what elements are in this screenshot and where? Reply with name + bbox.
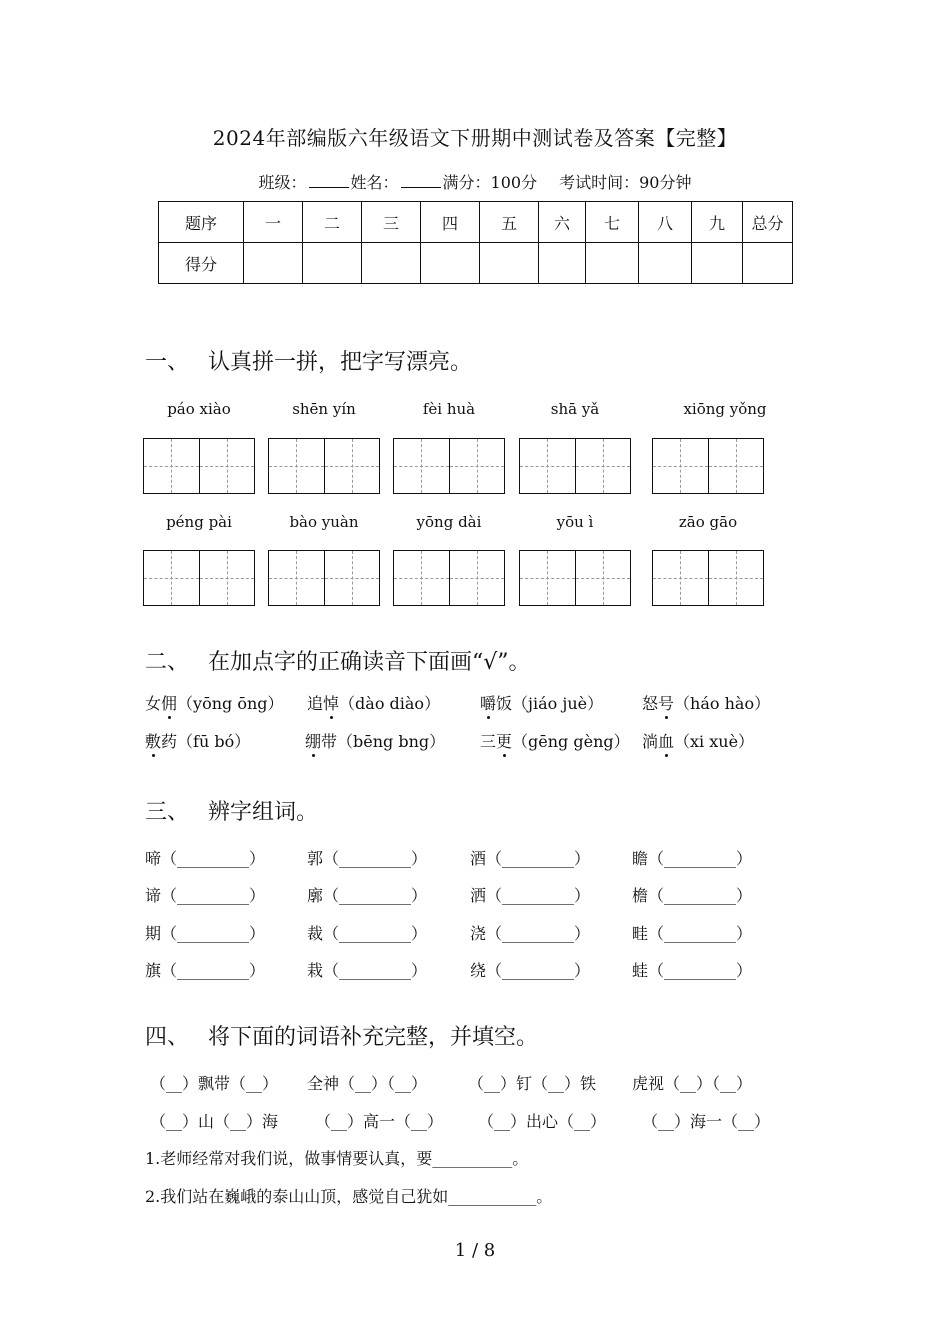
idiom-item[interactable]: （__）山（__）海 — [150, 1112, 279, 1131]
score-table — [158, 201, 793, 284]
word-character: 啼 — [145, 849, 162, 868]
writing-grid[interactable] — [519, 438, 631, 494]
exam-time: 考试时间：90分钟 — [559, 173, 692, 192]
word-character: 洒 — [470, 886, 487, 905]
score-header-cell: 总分 — [743, 202, 793, 243]
idiom-item[interactable]: （__）出心（__） — [478, 1112, 607, 1131]
pinyin-label: bào yuàn — [289, 513, 359, 531]
word-character: 绕 — [470, 961, 487, 980]
score-cell[interactable] — [303, 243, 362, 284]
word-character: 旗 — [145, 961, 162, 980]
pinyin-label: yōng dài — [416, 513, 482, 531]
score-header-cell: 九 — [692, 202, 743, 243]
reading-item[interactable]: 淌血（xi xuè） — [642, 732, 755, 751]
word-blank[interactable]: （_________） — [161, 849, 266, 868]
reading-item[interactable]: 追悼（dào diào） — [307, 694, 441, 713]
score-header-cell: 三 — [362, 202, 421, 243]
word-blank[interactable]: （_________） — [648, 924, 753, 943]
word-character: 廓 — [307, 886, 324, 905]
pinyin-label: páo xiào — [167, 400, 231, 418]
idiom-item[interactable]: （__）钉（__）铁 — [468, 1074, 597, 1093]
writing-grid[interactable] — [652, 550, 764, 606]
pinyin-label: péng pài — [166, 513, 232, 531]
word-group-item[interactable] — [470, 846, 590, 869]
score-cell[interactable] — [743, 243, 793, 284]
score-header-cell: 四 — [421, 202, 480, 243]
word-group-item[interactable] — [632, 846, 752, 869]
section-4-heading — [145, 1020, 538, 1051]
fill-question-1[interactable]: 1.老师经常对我们说，做事情要认真，要__________。 — [145, 1149, 529, 1168]
word-group-item[interactable] — [307, 921, 427, 944]
word-character: 郭 — [307, 849, 324, 868]
score-header-cell: 二 — [303, 202, 362, 243]
idiom-item[interactable]: 全神（__）（__） — [307, 1074, 428, 1093]
score-header-cell: 一 — [244, 202, 303, 243]
page-title: 2024年部编版六年级语文下册期中测试卷及答案【完整】 — [212, 126, 738, 150]
word-group-item[interactable] — [632, 958, 752, 981]
section-number: 二、 — [145, 650, 190, 675]
word-group-item[interactable] — [470, 883, 590, 906]
score-header-cell: 六 — [539, 202, 586, 243]
word-character: 瞻 — [632, 849, 649, 868]
name-label: 姓名： — [350, 173, 399, 192]
word-character: 期 — [145, 924, 162, 943]
score-cell[interactable] — [421, 243, 480, 284]
pinyin-label: xiōng yǒng — [683, 400, 767, 418]
pinyin-label: fèi huà — [422, 400, 476, 418]
page-number: 1 / 8 — [454, 1240, 496, 1261]
fill-question-2[interactable]: 2.我们站在巍峨的泰山山顶，感觉自己犹如___________。 — [145, 1187, 553, 1206]
word-blank[interactable]: （_________） — [486, 886, 591, 905]
word-group-item[interactable] — [470, 958, 590, 981]
word-group-item[interactable] — [145, 958, 265, 981]
word-blank[interactable]: （_________） — [486, 849, 591, 868]
score-header-cell: 五 — [480, 202, 539, 243]
writing-grid[interactable] — [519, 550, 631, 606]
reading-item[interactable]: 嚼饭（jiáo juè） — [480, 694, 604, 713]
section-title: 在加点字的正确读音下面画“√”。 — [208, 650, 531, 675]
section-1-heading — [145, 345, 472, 376]
score-header-cell: 七 — [586, 202, 639, 243]
writing-grid[interactable] — [143, 438, 255, 494]
pinyin-label: yōu ì — [556, 513, 594, 531]
word-character: 檐 — [632, 886, 649, 905]
writing-grid[interactable] — [393, 550, 505, 606]
word-blank[interactable]: （_________） — [161, 886, 266, 905]
class-label: 班级： — [258, 173, 307, 192]
score-cell[interactable] — [539, 243, 586, 284]
score-table-header-row — [159, 202, 793, 243]
word-character: 裁 — [307, 924, 324, 943]
word-character: 谛 — [145, 886, 162, 905]
writing-grid[interactable] — [143, 550, 255, 606]
pinyin-label: shēn yín — [292, 400, 356, 418]
score-header-cell: 题序 — [159, 202, 244, 243]
word-group-item[interactable] — [632, 921, 752, 944]
name-blank[interactable] — [401, 173, 441, 188]
reading-item[interactable]: 三更（gēng gèng） — [480, 732, 630, 751]
reading-item[interactable]: 敷药（fū bó） — [145, 732, 251, 751]
section-title: 将下面的词语补充完整，并填空。 — [208, 1025, 539, 1050]
word-blank[interactable]: （_________） — [648, 849, 753, 868]
score-cell[interactable] — [586, 243, 639, 284]
score-cell[interactable] — [362, 243, 421, 284]
word-group-item[interactable] — [307, 958, 427, 981]
word-character: 栽 — [307, 961, 324, 980]
pinyin-label: shā yǎ — [550, 400, 600, 418]
full-score: 满分：100分 — [442, 173, 538, 192]
section-2-heading — [145, 645, 531, 676]
section-number: 三、 — [145, 800, 190, 825]
word-blank[interactable]: （_________） — [486, 924, 591, 943]
word-blank[interactable]: （_________） — [323, 961, 428, 980]
word-character: 畦 — [632, 924, 649, 943]
word-group-item[interactable] — [145, 883, 265, 906]
score-header-cell: 八 — [639, 202, 692, 243]
word-blank[interactable]: （_________） — [323, 886, 428, 905]
word-group-item[interactable] — [632, 883, 752, 906]
reading-item[interactable]: 绷带（bēng bng） — [305, 732, 446, 751]
pinyin-label: zāo gāo — [678, 513, 738, 531]
section-number: 四、 — [145, 1025, 190, 1050]
section-number: 一、 — [145, 350, 190, 375]
word-blank[interactable]: （_________） — [648, 961, 753, 980]
word-blank[interactable]: （_________） — [323, 924, 428, 943]
word-character: 蛙 — [632, 961, 649, 980]
section-title: 辨字组词。 — [208, 800, 319, 825]
score-row-label: 得分 — [159, 243, 244, 284]
score-cell[interactable] — [480, 243, 539, 284]
writing-grid[interactable] — [268, 438, 380, 494]
idiom-item[interactable]: （__）飘带（__） — [150, 1074, 279, 1093]
score-cell[interactable] — [692, 243, 743, 284]
section-title: 认真拼一拼，把字写漂亮。 — [208, 350, 473, 375]
student-info-line — [0, 170, 950, 193]
word-blank[interactable]: （_________） — [323, 849, 428, 868]
reading-item[interactable]: 女佣（yōng ōng） — [145, 694, 284, 713]
score-table-score-row — [159, 243, 793, 284]
word-blank[interactable]: （_________） — [486, 961, 591, 980]
section-3-heading — [145, 795, 318, 826]
reading-item[interactable]: 怒号（háo hào） — [642, 694, 771, 713]
word-character: 酒 — [470, 849, 487, 868]
writing-grid[interactable] — [268, 550, 380, 606]
word-blank[interactable]: （_________） — [161, 961, 266, 980]
word-blank[interactable]: （_________） — [161, 924, 266, 943]
word-group-item[interactable] — [145, 846, 265, 869]
word-group-item[interactable] — [145, 921, 265, 944]
class-blank[interactable] — [309, 173, 349, 188]
idiom-item[interactable]: 虎视（__）（__） — [632, 1074, 753, 1093]
word-blank[interactable]: （_________） — [648, 886, 753, 905]
writing-grid[interactable] — [652, 438, 764, 494]
word-group-item[interactable] — [307, 846, 427, 869]
word-group-item[interactable] — [470, 921, 590, 944]
score-cell[interactable] — [244, 243, 303, 284]
idiom-item[interactable]: （__）高一（__） — [315, 1112, 444, 1131]
score-cell[interactable] — [639, 243, 692, 284]
idiom-item[interactable]: （__）海一（__） — [642, 1112, 771, 1131]
word-character: 浇 — [470, 924, 487, 943]
word-group-item[interactable] — [307, 883, 427, 906]
writing-grid[interactable] — [393, 438, 505, 494]
